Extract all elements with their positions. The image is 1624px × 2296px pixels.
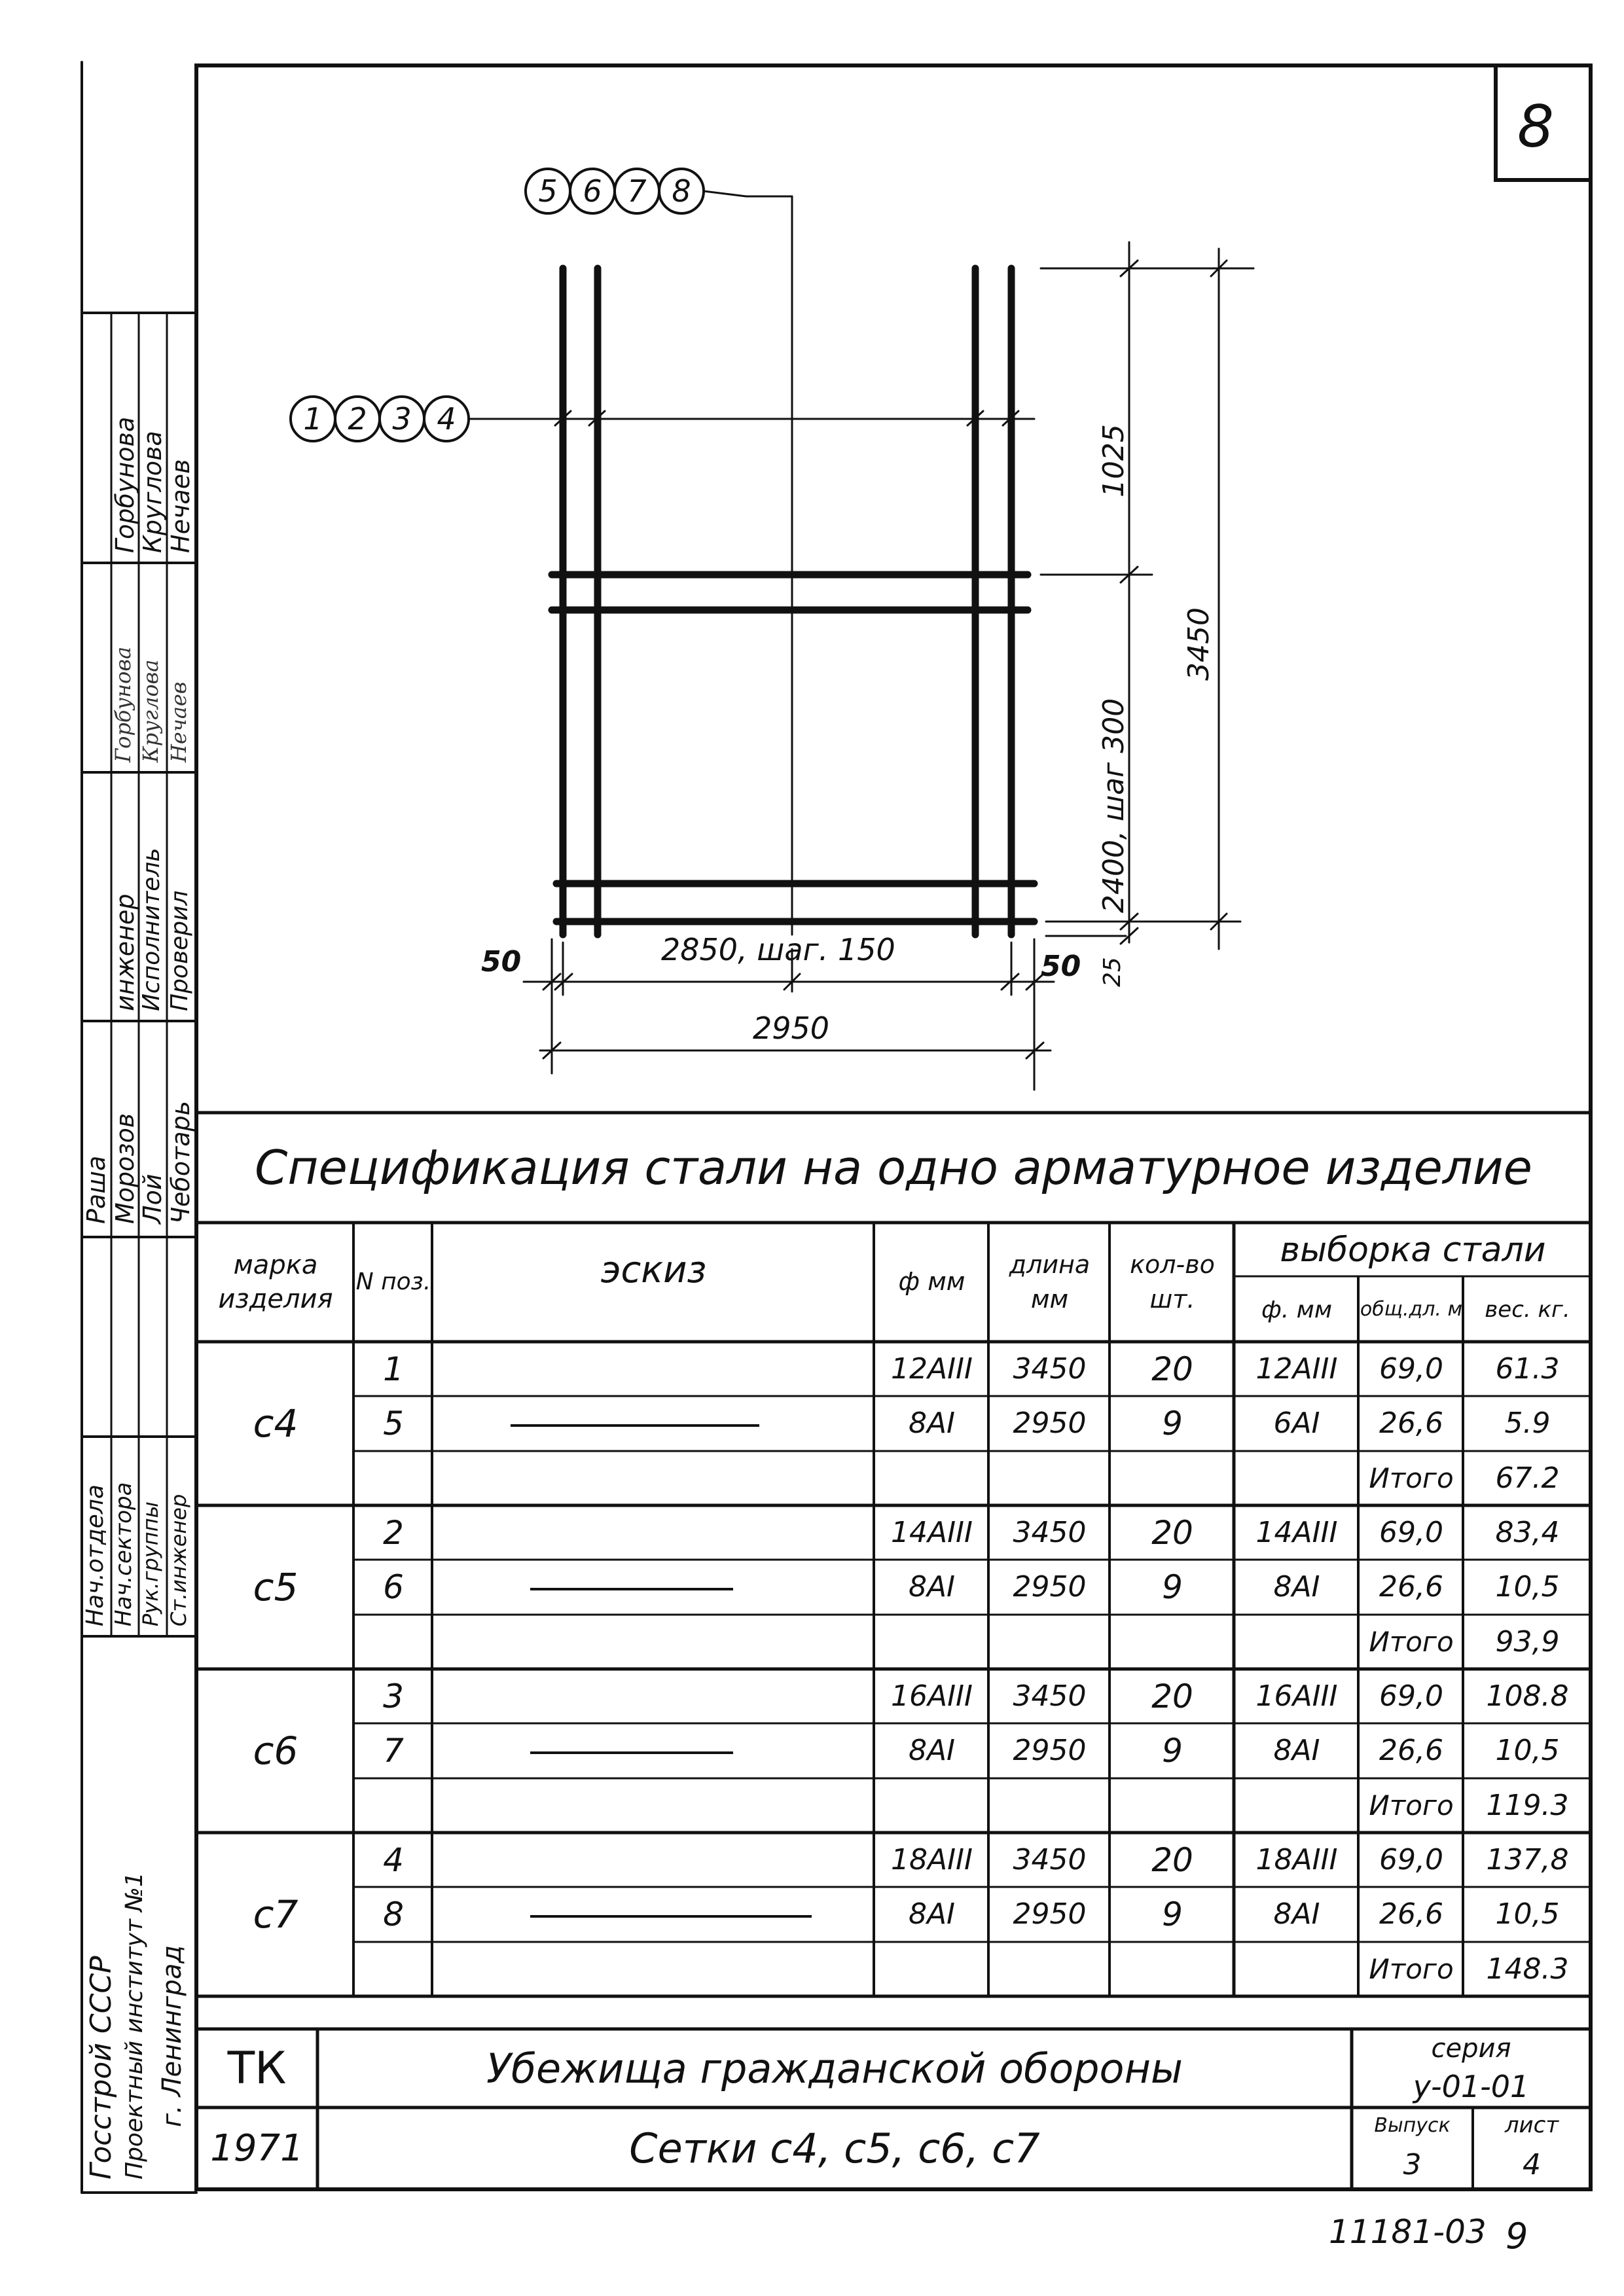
cell-sel-diam: 16АIII (1255, 1679, 1338, 1713)
header-sketch: эскиз (600, 1248, 707, 1291)
sheet-label: лист (1504, 2112, 1559, 2138)
cell-pos: 3 (383, 1677, 404, 1715)
cell-pos: 8 (383, 1895, 404, 1933)
callout-3: 3 (392, 401, 412, 437)
role-engineer: инженер (111, 893, 139, 1011)
cell-sel-diam: 8АI (1273, 1734, 1320, 1767)
signature-nechaev: Нечаев (166, 681, 191, 762)
role-checked: Проверил (166, 890, 193, 1011)
bottom-code: 11181-03 (1329, 2213, 1487, 2251)
cell-diam: 8АI (908, 1734, 956, 1767)
cell-sel-len: 69,0 (1379, 1516, 1443, 1549)
signature-kruglova: Круглова (138, 659, 163, 762)
cell-qty: 20 (1151, 1677, 1193, 1715)
group-mark: с7 (253, 1892, 298, 1937)
total-weight: 67.2 (1495, 1461, 1560, 1495)
name-nechaev: Нечаев (166, 459, 195, 553)
cell-length: 2950 (1013, 1407, 1087, 1440)
cell-sel-diam: 12АIII (1255, 1352, 1338, 1386)
cell-qty: 20 (1151, 1350, 1193, 1388)
cell-sel-len: 69,0 (1379, 1843, 1443, 1876)
series-label: серия (1431, 2033, 1511, 2064)
callout-6: 6 (583, 173, 602, 209)
issue-value: 3 (1403, 2147, 1422, 2181)
role-group-lead: Рук.группы (138, 1501, 163, 1626)
cell-diam: 14АIII (890, 1516, 973, 1549)
sheet-subtitle: Сетки с4, с5, с6, с7 (629, 2125, 1040, 2172)
cell-pos: 5 (383, 1404, 404, 1443)
cell-qty: 20 (1151, 1840, 1193, 1879)
dim-25: 25 (1099, 957, 1126, 987)
callout-2: 2 (348, 401, 367, 437)
cell-diam: 8АI (908, 1570, 956, 1604)
cell-qty: 9 (1162, 1895, 1183, 1933)
role-head-sector: Нач.сектора (111, 1482, 137, 1626)
cell-sel-diam: 6АI (1273, 1407, 1320, 1440)
cell-diam: 8АI (908, 1897, 956, 1931)
signature-gorbunova: Горбунова (111, 646, 135, 762)
project-title: Убежища гражданской обороны (486, 2044, 1183, 2092)
callout-4: 4 (437, 401, 456, 437)
bottom-page: 9 (1506, 2215, 1528, 2257)
header-sel-diam: ф. мм (1261, 1296, 1332, 1323)
header-diam: ф мм (898, 1267, 965, 1297)
cell-weight: 5.9 (1504, 1407, 1551, 1440)
cell-diam: 8АI (908, 1407, 956, 1440)
total-label: Итого (1369, 1952, 1454, 1985)
callout-8: 8 (672, 173, 691, 209)
dim-2400-step-300: 2400, шаг 300 (1097, 698, 1130, 913)
cell-diam: 12АIII (890, 1352, 973, 1386)
role-senior-engineer: Ст.инженер (166, 1494, 191, 1626)
series-value: у-01-01 (1413, 2068, 1530, 2104)
role-head-dept: Нач.отдела (82, 1484, 109, 1626)
cell-weight: 10,5 (1495, 1897, 1560, 1931)
group-mark: с4 (253, 1401, 298, 1446)
cell-pos: 1 (383, 1350, 404, 1388)
sheet-value: 4 (1523, 2147, 1541, 2181)
group-mark: с5 (253, 1565, 298, 1609)
corner-sheet-number: 8 (1517, 93, 1554, 160)
role-executor: Исполнитель (138, 848, 165, 1011)
name-chebotar: Чеботарь (166, 1100, 195, 1224)
dim-50-right: 50 (1041, 950, 1081, 983)
cell-diam: 16АIII (890, 1679, 973, 1713)
name-gorbunova: Горбунова (111, 416, 139, 553)
cell-sel-len: 26,6 (1379, 1570, 1443, 1604)
total-weight: 119.3 (1486, 1788, 1569, 1822)
cell-length: 3450 (1013, 1516, 1087, 1549)
cell-qty: 9 (1162, 1568, 1183, 1606)
cell-length: 3450 (1013, 1679, 1087, 1713)
cell-length: 2950 (1013, 1570, 1087, 1604)
name-morozov: Морозов (111, 1113, 139, 1224)
header-sel-len: общ.дл. м (1360, 1298, 1463, 1321)
cell-length: 3450 (1013, 1352, 1087, 1386)
name-loi: Лой (138, 1174, 167, 1224)
total-label: Итого (1369, 1789, 1454, 1821)
cell-sel-len: 69,0 (1379, 1679, 1443, 1713)
spec-title: Спецификация стали на одно арматурное изделие (255, 1140, 1532, 1195)
org-line-2: Проектный институт №1 (121, 1872, 148, 2179)
callout-7: 7 (627, 173, 647, 209)
cell-weight: 83,4 (1495, 1516, 1560, 1549)
cell-sel-len: 69,0 (1379, 1352, 1443, 1386)
callout-5: 5 (538, 173, 558, 209)
year: 1971 (210, 2127, 304, 2170)
cell-qty: 9 (1162, 1731, 1183, 1770)
cell-weight: 10,5 (1495, 1570, 1560, 1604)
cell-pos: 4 (383, 1840, 404, 1879)
cell-pos: 2 (383, 1513, 404, 1552)
total-weight: 148.3 (1486, 1952, 1569, 1986)
cell-length: 2950 (1013, 1734, 1087, 1767)
cell-qty: 9 (1162, 1404, 1183, 1443)
cell-diam: 18АIII (890, 1843, 973, 1876)
org-line-1: Госстрой СССР (84, 1956, 118, 2179)
dim-50-left: 50 (481, 945, 522, 978)
header-pos: N поз. (355, 1268, 431, 1295)
header-qty: кол-во шт. (1130, 1249, 1215, 1314)
name-rasha: Раша (82, 1155, 111, 1224)
dim-2950: 2950 (753, 1011, 830, 1046)
header-length: длина мм (1009, 1249, 1091, 1314)
cell-sel-diam: 8АI (1273, 1897, 1320, 1931)
total-label: Итого (1369, 1462, 1454, 1494)
issue-label: Выпуск (1374, 2113, 1451, 2137)
dim-3450: 3450 (1182, 607, 1216, 681)
org-line-3: г. Ленинград (157, 1945, 187, 2127)
header-selection: выборка стали (1280, 1230, 1546, 1270)
cell-sel-len: 26,6 (1379, 1407, 1443, 1440)
dim-2850-step-150: 2850, шаг. 150 (661, 932, 895, 967)
dim-1025: 1025 (1097, 424, 1130, 497)
cell-sel-len: 26,6 (1379, 1897, 1443, 1931)
org-code: ТК (227, 2042, 287, 2094)
header-mark: марка изделия (218, 1250, 333, 1314)
cell-sel-diam: 8АI (1273, 1570, 1320, 1604)
cell-sel-diam: 14АIII (1255, 1516, 1338, 1549)
cell-weight: 61.3 (1495, 1352, 1560, 1386)
cell-weight: 108.8 (1486, 1679, 1569, 1713)
header-sel-weight: вес. кг. (1485, 1296, 1570, 1323)
total-label: Итого (1369, 1625, 1454, 1658)
cell-sel-diam: 18АIII (1255, 1843, 1338, 1876)
cell-weight: 137,8 (1486, 1843, 1569, 1876)
total-weight: 93,9 (1495, 1624, 1560, 1659)
callout-1: 1 (303, 401, 323, 437)
cell-length: 2950 (1013, 1897, 1087, 1931)
cell-pos: 7 (383, 1731, 404, 1770)
group-mark: с6 (253, 1729, 298, 1773)
cell-qty: 20 (1151, 1513, 1193, 1552)
cell-pos: 6 (383, 1568, 404, 1606)
cell-sel-len: 26,6 (1379, 1734, 1443, 1767)
name-kruglova: Круглова (138, 431, 167, 553)
cell-length: 3450 (1013, 1843, 1087, 1876)
cell-weight: 10,5 (1495, 1734, 1560, 1767)
